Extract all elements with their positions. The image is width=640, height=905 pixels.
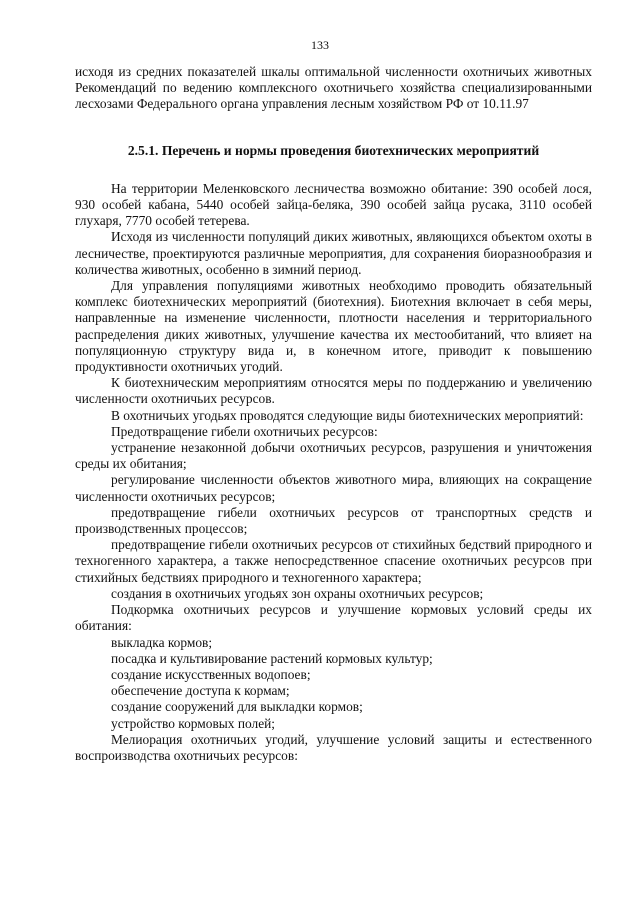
- list-heading: Подкормка охотничьих ресурсов и улучшение кормовых условий среды их обитания:: [75, 602, 592, 634]
- list-heading: Мелиорация охотничьих угодий, улучшение условий защиты и естественного воспроизводства охотничьих ресурсов:: [75, 731, 592, 763]
- list-item: устранение незаконной добычи охотничьих ресурсов, разрушения и уничтожения среды их обитания;: [75, 440, 592, 472]
- intro-paragraph: исходя из средних показателей шкалы оптимальной численности охотничьих животных Рекомендаций по ведению комплексного охотничьего хозяйства специализированными лесхозами Федерального органа управления лесным хозяйством РФ от 10.11.97: [75, 64, 592, 112]
- list-heading: Предотвращение гибели охотничьих ресурсов:: [111, 423, 378, 439]
- list-item: регулирование численности объектов животного мира, влияющих на сокращение численности охотничьих ресурсов;: [75, 472, 592, 504]
- paragraph: На территории Меленковского лесничества возможно обитание: 390 особей лося, 930 особей кабана, 5440 особей зайца-беляка, 390 особей зайца русака, 3110 особей глухаря, 7770 особей тетерева.: [75, 180, 592, 229]
- paragraph: К биотехническим мероприятиям относятся меры по поддержанию и увеличению численности охотничьих ресурсов.: [75, 375, 592, 407]
- list-item: предотвращение гибели охотничьих ресурсов от транспортных средств и производственных процессов;: [75, 504, 592, 537]
- section-heading: 2.5.1. Перечень и нормы проведения биотехнических мероприятий: [127, 142, 540, 158]
- list-item: устройство кормовых полей;: [111, 715, 276, 731]
- list-item: посадка и культивирование растений кормовых культур;: [111, 650, 433, 666]
- document-body: [75, 64, 592, 764]
- list-item: предотвращение гибели охотничьих ресурсов от стихийных бедствий природного и техногенного характера, а также непосредственное спасение охотничьих ресурсов при стихийных бедствиях природного и техногенного характера;: [75, 537, 592, 585]
- list-item: создание искусственных водопоев;: [111, 666, 311, 682]
- list-item: создание сооружений для выкладки кормов;: [111, 699, 363, 715]
- list-item: выкладка кормов;: [111, 634, 213, 650]
- page-number: 133: [311, 38, 329, 52]
- paragraph: Исходя из численности популяций диких животных, являющихся объектом охоты в лесничестве, проектируются различные мероприятия, для сохранения биоразнообразия и количества животных, особенно в зимний период.: [75, 229, 592, 277]
- list-item: создания в охотничьих угодьях зон охраны охотничьих ресурсов;: [111, 585, 484, 601]
- paragraph: Для управления популяциями животных необходимо проводить обязательный комплекс биотехнических мероприятий (биотехния). Биотехния включает в себя меры, направленные на изменение численности, плотности населения и территориального распределения диких животных, улучшение качества их местообитаний, что влияет на популяционную структуру вида и, в конечном итоге, приводит к повышению продуктивности охотничьих угодий.: [75, 278, 592, 375]
- list-item: обеспечение доступа к кормам;: [111, 683, 290, 699]
- paragraph: В охотничьих угодьях проводятся следующие виды биотехнических мероприятий:: [111, 407, 584, 423]
